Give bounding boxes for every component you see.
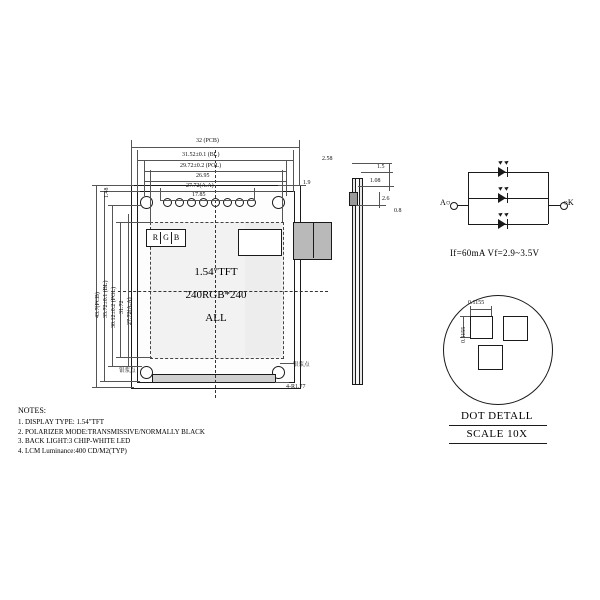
side-dim-line (389, 163, 390, 191)
anode-node (450, 202, 458, 210)
dim-line-pol-h (112, 205, 113, 366)
dim-pcb-h-label: 43.7(PCB) (95, 292, 101, 318)
dim-148-label: 1.48 (104, 187, 110, 198)
side-dim-15: 1.5 (377, 164, 385, 170)
note-item: 1. DISPLAY TYPE: 1.54"TFT (18, 418, 105, 426)
display-resolution-title: 240RGB*240 (185, 289, 247, 301)
ext-line (299, 140, 300, 186)
led-emission-arrow (498, 185, 504, 191)
ext-line (254, 188, 255, 200)
dim-19-label: 1.9 (303, 180, 311, 186)
ext-line (92, 387, 134, 388)
rgb-cell-b: B (173, 233, 180, 242)
dot-detail-scale: SCALE 10X (466, 428, 528, 440)
ext-line (144, 160, 145, 196)
rgb-legend-box (146, 229, 186, 247)
rgb-cell-r: R (151, 232, 161, 244)
led-symbol (498, 193, 506, 203)
dim-line-2695 (144, 181, 286, 182)
dim-pol-h-label: 30.12±0.2 (POL) (111, 286, 117, 328)
led-cathode-bar (507, 219, 508, 229)
led-emission-arrow (504, 185, 510, 191)
corner-hole-top-left (140, 196, 153, 209)
side-connector-nub (349, 192, 358, 206)
dim-line-1785 (160, 200, 254, 201)
cathode-label: ○K (563, 198, 574, 207)
dim-line-pol (144, 171, 286, 172)
led-emission-arrow (498, 159, 504, 165)
dim-line-bl (137, 160, 293, 161)
dot-dim-line-width (470, 309, 491, 310)
side-dim-258: 2.58 (322, 156, 333, 162)
ext-line (137, 150, 138, 192)
dot-dim-ext (460, 316, 470, 317)
dot-dim-height-label: 0.1155 (461, 326, 467, 343)
note-item: 3. BACK LIGHT:3 CHIP-WHITE LED (18, 437, 131, 445)
dot-rect-top-left (470, 316, 493, 339)
leader-line-silver-dot (280, 363, 294, 364)
dot-detail-underline (449, 425, 547, 426)
ext-line (150, 170, 151, 222)
dim-bl-h-label: 35.72±0.1 (BL) (103, 280, 109, 318)
dim-r177-label: 4-R1.77 (286, 384, 306, 390)
anode-label: A○ (440, 198, 451, 207)
dim-line-3172-h (128, 214, 129, 366)
display-all-title: ALL (205, 312, 227, 324)
led-symbol (498, 167, 506, 177)
ext-line (116, 222, 152, 223)
rgb-cell-g: G (161, 232, 172, 244)
side-dim-26: 2.6 (382, 196, 390, 202)
side-dim-08: 0.8 (394, 208, 402, 214)
side-dim-ext (356, 205, 386, 206)
side-profile-inner (355, 178, 360, 385)
led-cathode-bar (507, 193, 508, 203)
led-emission-arrow (498, 211, 504, 217)
led-branch (468, 172, 548, 173)
note-item: 2. POLARIZER MODE:TRANSMISSIVE/NORMALLY BLACK (18, 427, 205, 436)
dim-bl-label: 31.52±0.1 (BL) (182, 152, 220, 158)
dim-3172-h-label: 31.72 (119, 300, 125, 314)
dim-line-pcb (131, 147, 299, 148)
notes-heading: NOTES: (18, 406, 46, 415)
side-dim-108: 1.08 (370, 178, 381, 184)
notes-list (18, 418, 205, 456)
ext-line (282, 170, 283, 222)
dot-detail-title: DOT DETALL (460, 410, 534, 422)
dim-line-aa (150, 191, 282, 192)
dim-line-aa-h (120, 222, 121, 357)
led-symbol (498, 219, 506, 229)
ext-line (108, 205, 142, 206)
led-branch (468, 224, 548, 225)
ext-line (116, 357, 152, 358)
led-spec-text: If=60mA Vf=2.9~3.5V (450, 248, 540, 258)
dim-line-19 (278, 185, 306, 186)
led-cathode-bar (507, 167, 508, 177)
fpc-pad (238, 229, 282, 256)
fpc-tab-divider (313, 222, 314, 258)
dot-dim-width-label: 0.1155 (468, 300, 485, 306)
dot-rect-top-right (503, 316, 528, 341)
led-rail-right (548, 172, 549, 224)
note-item: 4. LCM Luminance:400 CD/M2(TYP) (18, 446, 127, 455)
ext-line (286, 160, 287, 196)
display-type-title: 1.54"TFT (194, 266, 238, 278)
dim-1785-label: 17.85 (192, 192, 206, 198)
dim-aa-h-label: 27.72(A.A) (127, 297, 133, 325)
dim-2695-label: 26.95 (196, 173, 210, 179)
ext-line (160, 188, 161, 200)
dim-pol-label: 29.72±0.2 (POL) (180, 163, 222, 169)
dot-dim-ext (470, 306, 471, 316)
silver-dot-label-left: 银浆点 (119, 368, 136, 374)
silver-dot-label-right: 银浆点 (293, 362, 310, 368)
dot-dim-ext (491, 306, 492, 316)
side-dim-ext (352, 163, 392, 164)
leader-line-r177 (275, 382, 289, 383)
led-branch (468, 198, 548, 199)
ext-line (100, 381, 140, 382)
ext-line (92, 185, 134, 186)
dim-pcb-label: 32 (PCB) (196, 138, 219, 144)
dot-detail-scale-underline (449, 443, 547, 444)
dim-aa-label: 27.72(A.A) (186, 183, 214, 189)
led-emission-arrow (504, 159, 510, 165)
led-emission-arrow (504, 211, 510, 217)
dim-line-pcb-h (96, 185, 97, 387)
dot-rect-bottom (478, 345, 503, 370)
bottom-connector-bar (152, 374, 276, 383)
corner-hole-top-right (272, 196, 285, 209)
